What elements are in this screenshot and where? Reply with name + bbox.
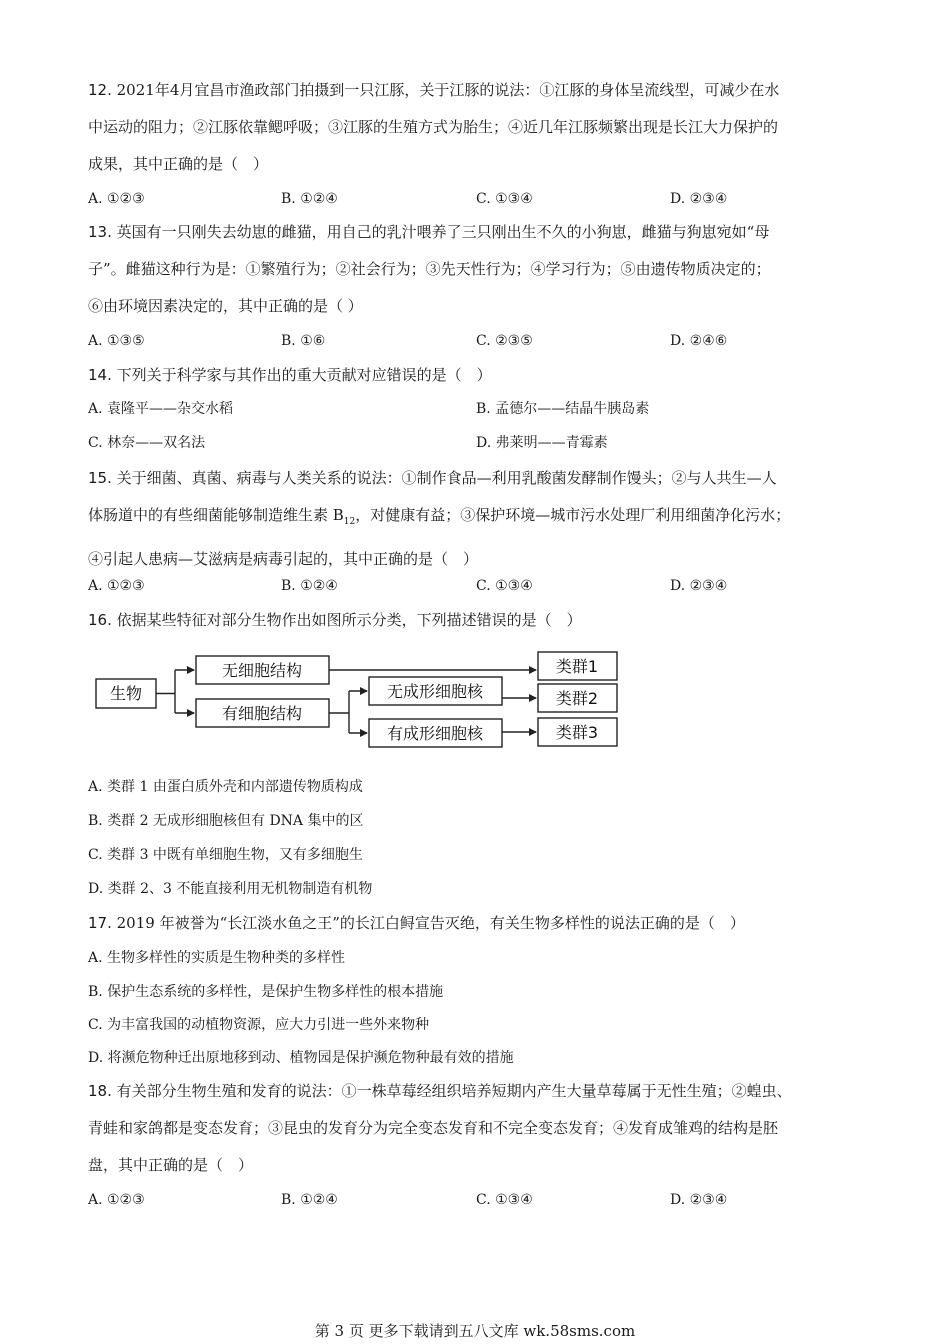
question-12 xyxy=(88,72,866,183)
question-text: 成果，其中正确的是（ ） xyxy=(88,155,269,173)
question-text: 有关部分生物生殖和发育的说法：①一株草莓经组织培养短期内产生大量草莓属于无性生殖；②蝗虫、 xyxy=(116,1082,792,1100)
question-text: 下列关于科学家与其作出的重大贡献对应错误的是（ ） xyxy=(116,366,492,384)
question-text: 青蛙和家鸽都是变态发育；③昆虫的发育分为完全变态发育和不完全变态发育；④发育成雏鸡的结构是胚 xyxy=(88,1119,779,1137)
label-root: 生物 xyxy=(109,684,143,703)
question-number: 12. xyxy=(88,81,112,99)
option-d[interactable]: D. ②④⑥ xyxy=(670,333,728,349)
label-group1: 类群1 xyxy=(555,657,599,676)
option-c[interactable]: C. ①③④ xyxy=(476,191,533,207)
option-c[interactable]: C. ①③④ xyxy=(476,578,533,594)
label-group2: 类群2 xyxy=(555,689,599,708)
option-a[interactable]: A. 类群 1 由蛋白质外壳和内部遗传物质构成 xyxy=(88,779,363,795)
question-number: 15. xyxy=(88,469,112,487)
option-d[interactable]: D. ②③④ xyxy=(670,578,728,594)
option-d[interactable]: D. 弗莱明——青霉素 xyxy=(476,435,608,451)
classification-diagram xyxy=(92,646,627,748)
label-no-cell: 无细胞结构 xyxy=(221,661,303,680)
option-a[interactable]: A. ①②③ xyxy=(88,1192,145,1208)
option-d[interactable]: D. 将濒危物种迁出原地移到动、植物园是保护濒危物种最有效的措施 xyxy=(88,1050,514,1066)
option-b[interactable]: B. 孟德尔——结晶牛胰岛素 xyxy=(476,401,650,417)
label-group3: 类群3 xyxy=(555,723,599,742)
question-15 xyxy=(88,460,866,578)
question-text: 盘，其中正确的是（ ） xyxy=(88,1156,254,1174)
option-c[interactable]: C. 林奈——双名法 xyxy=(88,435,206,451)
question-number: 13. xyxy=(88,223,112,241)
option-c[interactable]: C. 类群 3 中既有单细胞生物，又有多细胞生 xyxy=(88,847,363,863)
question-17 xyxy=(88,905,866,942)
question-text: 英国有一只刚失去幼崽的雌猫，用自己的乳汁喂养了三只刚出生不久的小狗崽，雌猫与狗崽宛如“母 xyxy=(116,223,770,241)
option-d[interactable]: D. ②③④ xyxy=(670,1192,728,1208)
question-number: 17. xyxy=(88,914,112,932)
option-c[interactable]: C. ②③⑤ xyxy=(476,333,533,349)
option-b[interactable]: B. 保护生态系统的多样性，是保护生物多样性的根本措施 xyxy=(88,984,444,1000)
question-text: 中运动的阻力；②江豚依靠鳃呼吸；③江豚的生殖方式为胎生；④近几年江豚频繁出现是长江大力保护的 xyxy=(88,118,779,136)
question-text: 关于细菌、真菌、病毒与人类关系的说法：①制作食品—利用乳酸菌发酵制作馒头；②与人共生—人 xyxy=(116,469,777,487)
option-b[interactable]: B. ①②④ xyxy=(281,191,338,207)
option-d[interactable]: D. ②③④ xyxy=(670,191,728,207)
subscript: 12 xyxy=(343,517,356,527)
question-text: ④引起人患病—艾滋病是病毒引起的，其中正确的是（ ） xyxy=(88,550,479,568)
option-a[interactable]: A. ①②③ xyxy=(88,578,145,594)
question-13 xyxy=(88,214,866,325)
connector-root xyxy=(156,670,175,713)
option-c[interactable]: C. ①③④ xyxy=(476,1192,533,1208)
question-14 xyxy=(88,357,866,394)
option-a[interactable]: A. ①②③ xyxy=(88,191,145,207)
connector-has-cell xyxy=(329,691,349,733)
option-b[interactable]: B. ①②④ xyxy=(281,578,338,594)
option-a[interactable]: A. 袁隆平——杂交水稻 xyxy=(88,401,234,417)
question-text: ⑥由环境因素决定的，其中正确的是（ ） xyxy=(88,297,363,315)
label-has-cell: 有细胞结构 xyxy=(221,704,303,723)
option-a[interactable]: A. 生物多样性的实质是生物种类的多样性 xyxy=(88,950,346,966)
question-text: 依据某些特征对部分生物作出如图所示分类，下列描述错误的是（ ） xyxy=(116,611,582,629)
question-text: ，对健康有益；③保护环境—城市污水处理厂利用细菌净化污水； xyxy=(355,506,791,524)
question-number: 18. xyxy=(88,1082,112,1100)
option-d[interactable]: D. 类群 2、3 不能直接利用无机物制造有机物 xyxy=(88,881,373,897)
question-18 xyxy=(88,1073,866,1184)
question-text: 体肠道中的有些细菌能够制造维生素 B xyxy=(88,506,344,524)
label-has-nucleus: 有成形细胞核 xyxy=(386,724,484,743)
option-b[interactable]: B. 类群 2 无成形细胞核但有 DNA 集中的区 xyxy=(88,813,364,829)
question-text: 2021年4月宜昌市渔政部门拍摄到一只江豚，关于江豚的说法：①江豚的身体呈流线型，可减少在水 xyxy=(116,81,780,99)
question-text: 子”。雌猫这种行为是：①繁殖行为；②社会行为；③先天性行为；④学习行为；⑤由遗传物质决定的； xyxy=(88,260,771,278)
option-a[interactable]: A. ①③⑤ xyxy=(88,333,145,349)
option-b[interactable]: B. ①②④ xyxy=(281,1192,338,1208)
question-number: 14. xyxy=(88,366,112,384)
question-16 xyxy=(88,602,866,639)
question-number: 16. xyxy=(88,611,112,629)
label-no-nucleus: 无成形细胞核 xyxy=(386,682,484,701)
option-c[interactable]: C. 为丰富我国的动植物资源，应大力引进一些外来物种 xyxy=(88,1017,430,1033)
page-footer: 第 3 页 更多下载请到五八文库 wk.58sms.com xyxy=(314,1322,636,1340)
option-b[interactable]: B. ①⑥ xyxy=(281,333,326,349)
question-text: 2019 年被誉为“长江淡水鱼之王”的长江白鲟宣告灭绝，有关生物多样性的说法正确的是（ ） xyxy=(116,914,745,932)
